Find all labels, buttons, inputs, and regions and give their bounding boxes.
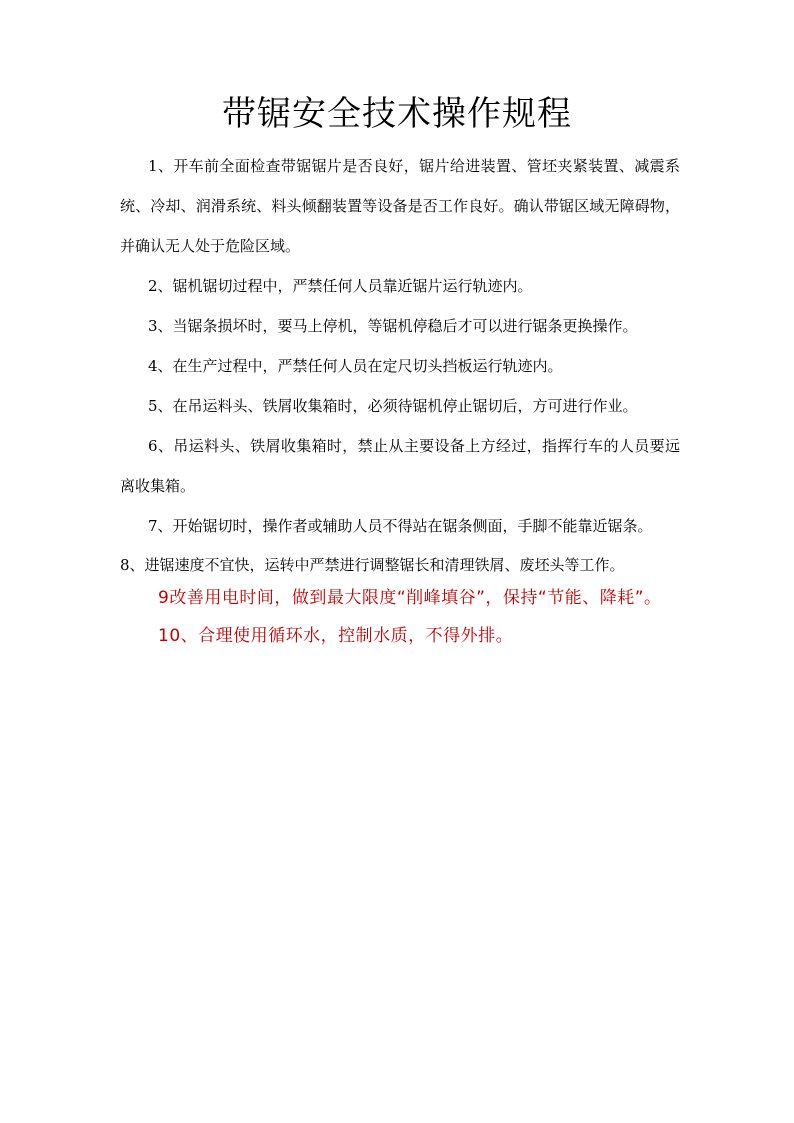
paragraph-7: 7、开始锯切时，操作者或辅助人员不得站在锯条侧面，手脚不能靠近锯条。: [148, 517, 653, 535]
paragraph-9: 9改善用电时间，做到最大限度“削峰填谷”，保持“节能、降耗”。: [158, 588, 662, 608]
paragraph-2: 2、锯机锯切过程中，严禁任何人员靠近锯片运行轨迹内。: [148, 277, 533, 295]
paragraph-10: 10、合理使用循环水，控制水质，不得外排。: [158, 626, 514, 646]
paragraph-3: 3、当锯条损坏时，要马上停机，等锯机停稳后才可以进行锯条更换操作。: [148, 317, 638, 335]
paragraph-1: 1、开车前全面检查带锯锯片是否良好，锯片给进装置、管坯夹紧装置、减震系统、冷却、润滑系统、料头倾翻装置等设备是否工作良好。确认带锯区域无障碍物，并确认无人处于危险区域。: [120, 157, 680, 255]
document-title: 带锯安全技术操作规程: [222, 94, 572, 134]
paragraph-5: 5、在吊运料头、铁屑收集箱时，必须待锯机停止锯切后，方可进行作业。: [148, 397, 638, 415]
paragraph-4: 4、在生产过程中，严禁任何人员在定尺切头挡板运行轨迹内。: [148, 357, 563, 375]
document-body: [120, 146, 680, 651]
paragraph-6: 6、吊运料头、铁屑收集箱时，禁止从主要设备上方经过，指挥行车的人员要远离收集箱。: [120, 437, 680, 495]
paragraph-8: 8、进锯速度不宜快，运转中严禁进行调整锯长和清理铁屑、废坯头等工作。: [120, 556, 625, 574]
